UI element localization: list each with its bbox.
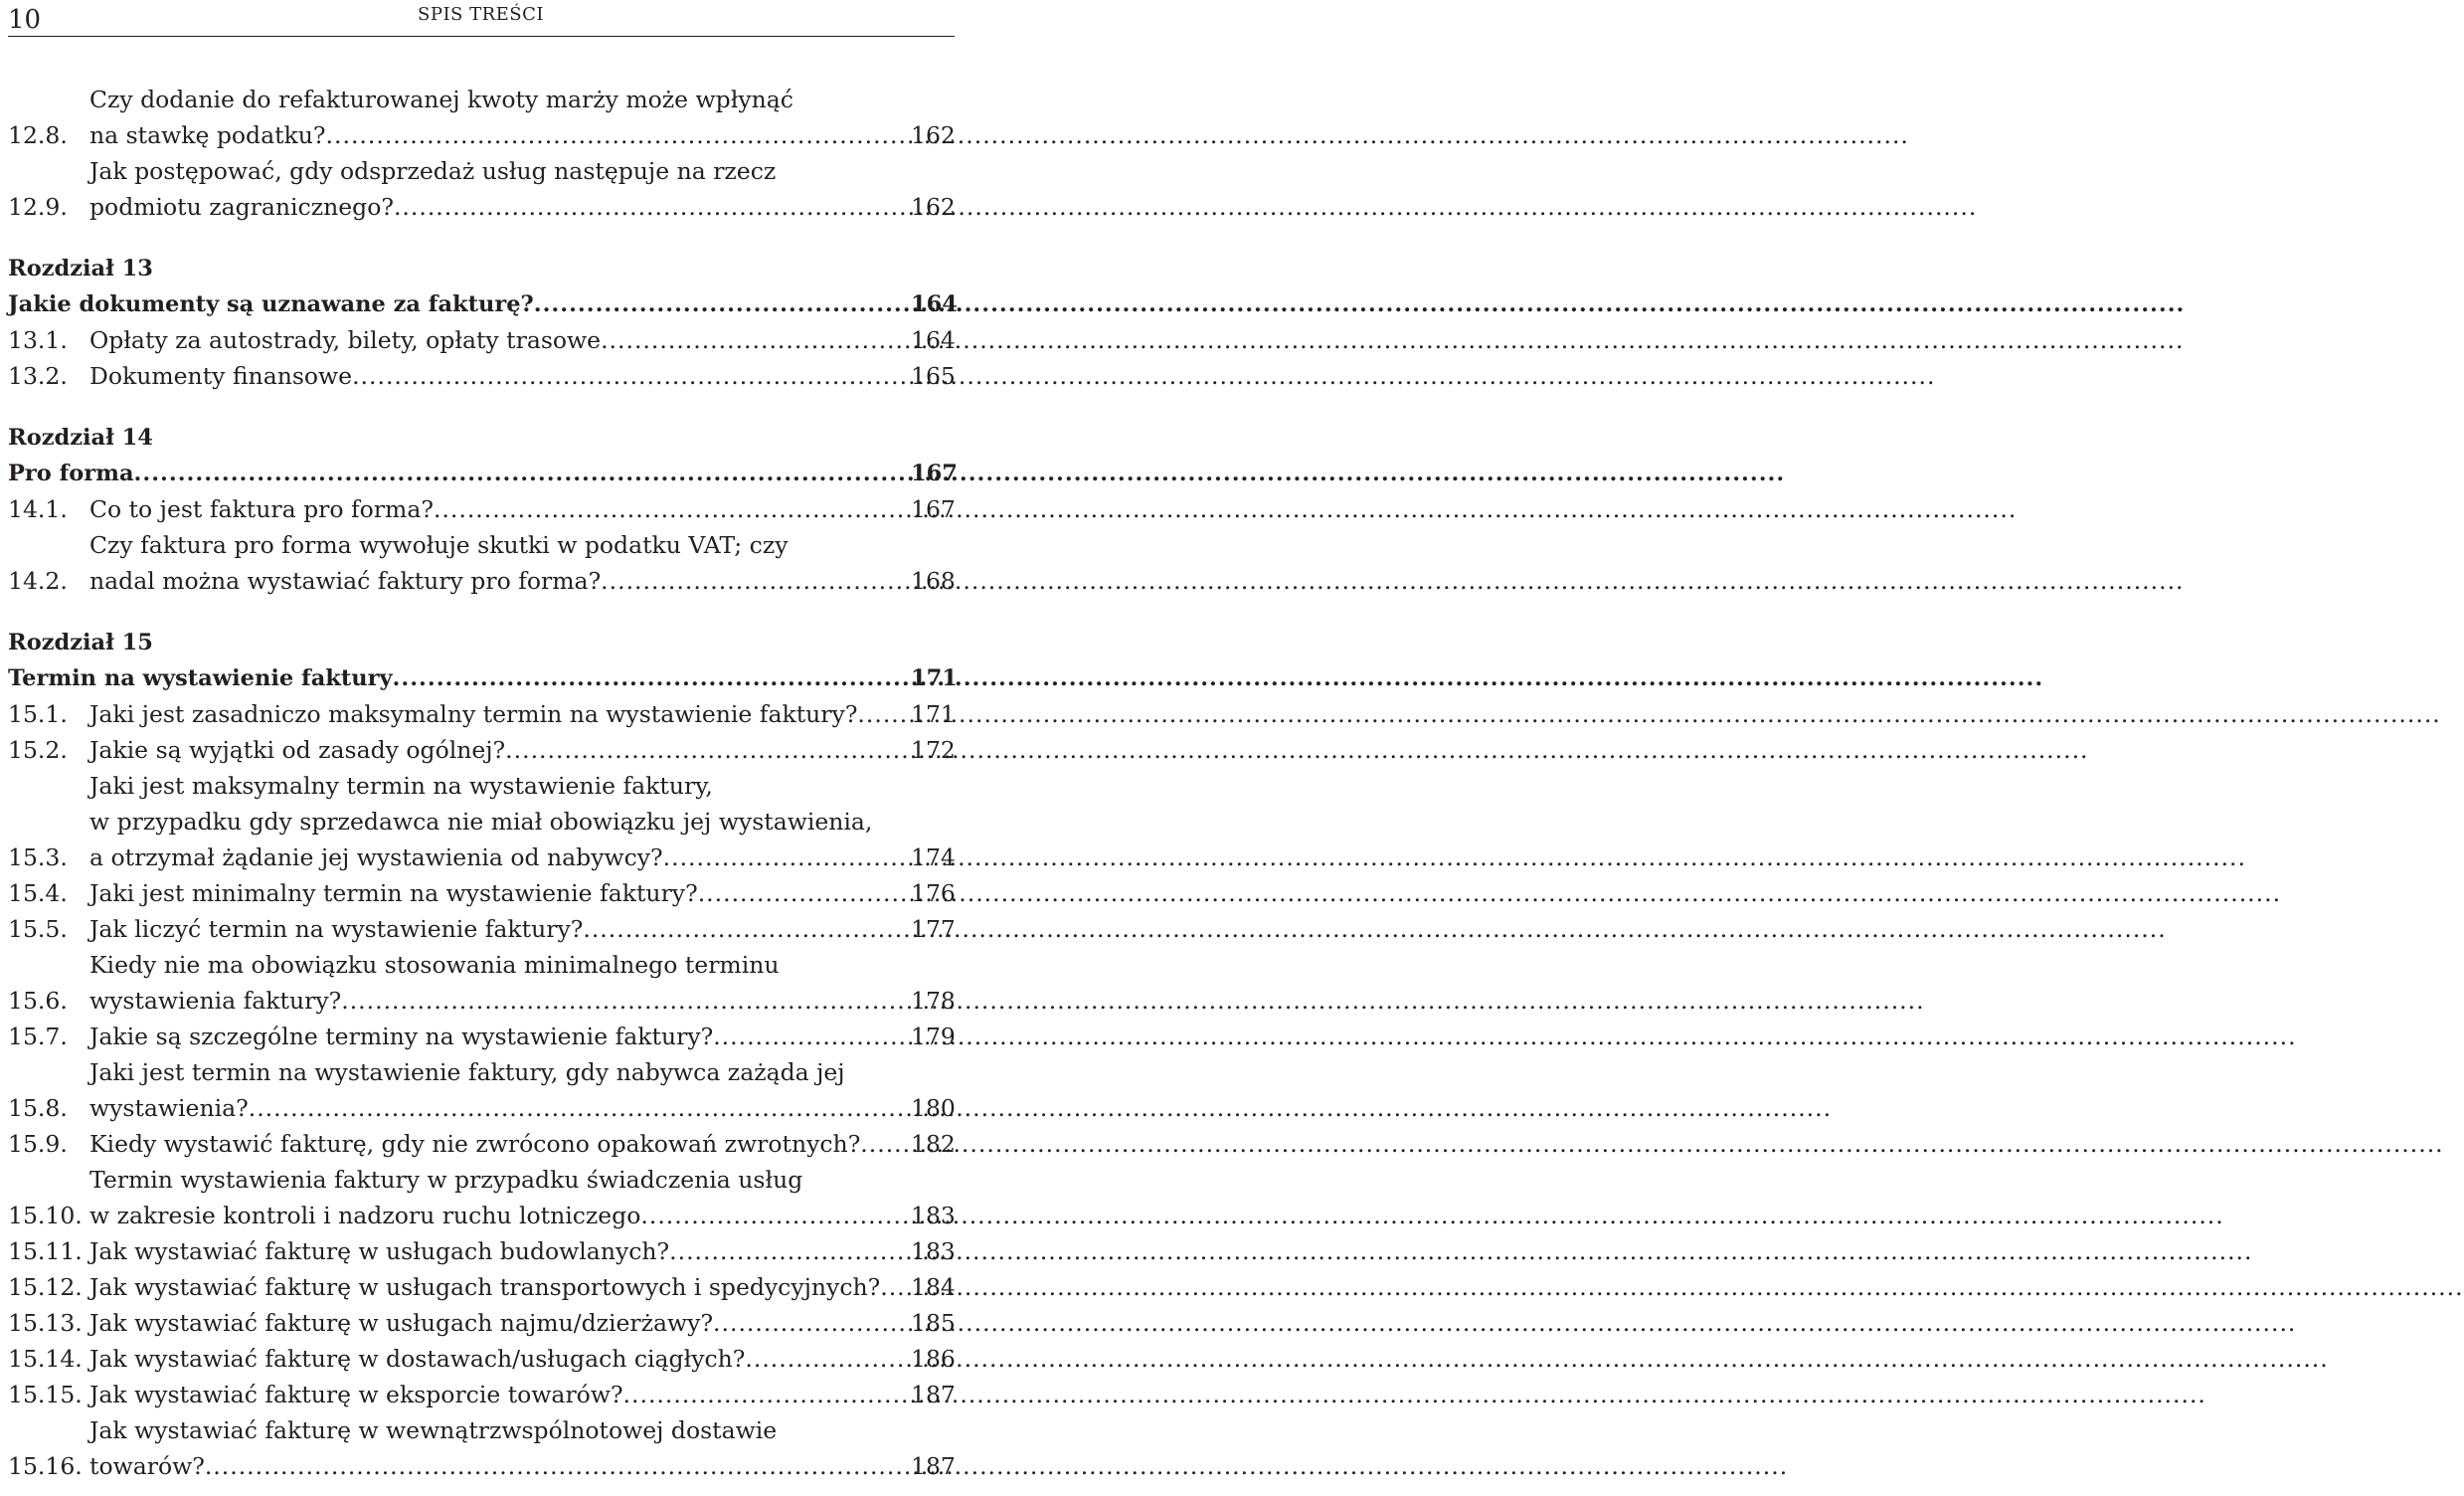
entry-last-line	[89, 322, 955, 358]
entry-text: Jakie dokumenty są uznawane za fakturę?	[8, 291, 534, 317]
entry-last-line	[89, 875, 955, 911]
entry-last-line	[89, 911, 955, 947]
toc-entry	[8, 1305, 955, 1341]
entry-text: Jak wystawiać fakturę w usługach transportowych i spedycyjnych?	[89, 1273, 881, 1301]
entry-last-line	[89, 1269, 955, 1305]
entry-text: a otrzymał żądanie jej wystawienia od nabywcy?	[89, 843, 663, 871]
entry-page-number: 177	[911, 915, 956, 943]
dot-leader	[745, 1341, 903, 1377]
entry-page-number: 165	[911, 362, 956, 390]
entry-body	[89, 1269, 955, 1305]
entry-body	[89, 1377, 955, 1412]
toc-entry	[8, 1341, 955, 1377]
entry-page-number: 183	[911, 1237, 956, 1265]
entry-body	[89, 1162, 955, 1233]
dot-leader	[583, 911, 903, 947]
dot-leader	[860, 1126, 903, 1162]
toc-entry	[8, 1019, 955, 1054]
dot-leader	[352, 358, 903, 394]
entry-body	[89, 153, 955, 225]
entry-text-line: Jak postępować, gdy odsprzedaż usług następuje na rzecz	[89, 157, 777, 185]
entry-last-line	[89, 1448, 955, 1484]
entry-number: 15.2.	[8, 736, 68, 764]
entry-number: 14.2.	[8, 567, 68, 595]
entry-body	[89, 911, 955, 947]
entry-text-line: Czy dodanie do refakturowanej kwoty marży może wpłynąć	[89, 86, 793, 113]
entry-page-number: 162	[911, 121, 956, 149]
dot-leader	[534, 286, 903, 322]
entry-page-number: 164	[911, 326, 956, 354]
dot-leader	[434, 491, 903, 527]
toc-entry	[8, 1126, 955, 1162]
header-title: SPIS TREŚCI	[418, 4, 545, 25]
entry-text: Dokumenty finansowe	[89, 362, 353, 390]
dot-leader	[698, 875, 903, 911]
entry-number: 15.12.	[8, 1273, 83, 1301]
entry-last-line	[8, 456, 958, 491]
entry-body	[8, 456, 958, 491]
entry-text: Opłaty za autostrady, bilety, opłaty trasowe	[89, 326, 602, 354]
chapter-label: Rozdział 13	[8, 256, 153, 281]
dot-leader	[663, 840, 903, 875]
entry-text-line: w przypadku gdy sprzedawca nie miał obowiązku jej wystawienia,	[89, 808, 873, 836]
entry-number: 13.2.	[8, 362, 68, 390]
dot-leader	[880, 1269, 903, 1305]
toc-entry	[8, 732, 955, 768]
entry-last-line	[89, 117, 955, 153]
entry-page-number: 187	[911, 1381, 956, 1408]
entry-text: Jakie są szczególne terminy na wystawienie faktury?	[89, 1023, 714, 1050]
entry-text: na stawkę podatku?	[89, 121, 326, 149]
toc-entry	[8, 1412, 955, 1484]
entry-text: Jak liczyć termin na wystawienie faktury?	[89, 915, 584, 943]
entry-last-line	[89, 732, 955, 768]
dot-leader	[326, 117, 903, 153]
entry-text-line: Jaki jest maksymalny termin na wystawienie faktury,	[89, 772, 713, 800]
chapter-label: Rozdział 15	[8, 630, 153, 655]
entry-text: wystawienia faktury?	[89, 987, 342, 1015]
entry-last-line	[89, 983, 955, 1019]
dot-leader	[669, 1233, 903, 1269]
entry-text: towarów?	[89, 1452, 205, 1480]
dot-leader	[134, 456, 903, 491]
dot-leader	[713, 1305, 903, 1341]
entry-body	[89, 1233, 955, 1269]
page	[0, 0, 958, 1496]
entry-body	[89, 1054, 955, 1126]
entry-last-line	[89, 1126, 955, 1162]
chapter-title-entry	[8, 286, 958, 322]
entry-last-line	[8, 660, 958, 696]
dot-leader	[623, 1377, 903, 1412]
entry-body	[89, 491, 955, 527]
toc-entry	[8, 696, 955, 732]
entry-page-number: 167	[911, 495, 956, 523]
entry-body	[89, 1019, 955, 1054]
dot-leader	[505, 732, 903, 768]
dot-leader	[341, 983, 903, 1019]
entry-last-line	[89, 1090, 955, 1126]
entry-number: 15.3.	[8, 843, 68, 871]
entry-number: 14.1.	[8, 495, 68, 523]
dot-leader	[601, 563, 903, 599]
toc-entry	[8, 358, 955, 394]
entry-page-number: 171	[911, 700, 956, 728]
toc-entry	[8, 1162, 955, 1233]
entry-number: 13.1.	[8, 326, 68, 354]
toc-entry	[8, 1377, 955, 1412]
entry-page-number: 183	[911, 1202, 956, 1229]
entry-last-line	[8, 286, 958, 322]
chapter-title-entry	[8, 456, 958, 491]
entry-number: 15.6.	[8, 987, 68, 1015]
entry-number: 15.1.	[8, 700, 68, 728]
entry-number: 15.13.	[8, 1309, 83, 1337]
dot-leader	[640, 1198, 903, 1233]
entry-body	[8, 660, 958, 696]
toc-entry	[8, 322, 955, 358]
table-of-contents	[8, 82, 958, 1484]
entry-number: 15.14.	[8, 1345, 83, 1373]
entry-body	[89, 82, 955, 153]
entry-body	[89, 1412, 955, 1484]
toc-entry	[8, 911, 955, 947]
entry-text: Jakie są wyjątki od zasady ogólnej?	[89, 736, 506, 764]
entry-body	[89, 768, 955, 875]
entry-text: podmiotu zagranicznego?	[89, 193, 394, 221]
entry-last-line	[89, 1305, 955, 1341]
page-number: 10	[8, 5, 42, 35]
entry-text-line: Kiedy nie ma obowiązku stosowania minimalnego terminu	[89, 951, 780, 979]
entry-text-line: Jak wystawiać fakturę w wewnątrzwspólnotowej dostawie	[89, 1416, 778, 1444]
entry-last-line	[89, 1198, 955, 1233]
entry-number: 15.9.	[8, 1130, 68, 1158]
chapter-label: Rozdział 14	[8, 425, 153, 451]
entry-number: 15.4.	[8, 879, 68, 907]
entry-last-line	[89, 840, 955, 875]
entry-text: wystawienia?	[89, 1094, 249, 1122]
entry-last-line	[89, 189, 955, 225]
entry-body	[89, 696, 955, 732]
entry-text: w zakresie kontroli i nadzoru ruchu lotniczego	[89, 1202, 641, 1229]
entry-body	[89, 1305, 955, 1341]
entry-text: Jak wystawiać fakturę w usługach najmu/dzierżawy?	[89, 1309, 714, 1337]
entry-page-number: 187	[911, 1452, 956, 1480]
dot-leader	[394, 189, 903, 225]
entry-number: 15.16.	[8, 1452, 83, 1480]
entry-text: Jaki jest minimalny termin na wystawienie faktury?	[89, 879, 698, 907]
entry-page-number: 180	[911, 1094, 956, 1122]
entry-body	[89, 322, 955, 358]
entry-last-line	[89, 1341, 955, 1377]
entry-page-number: 176	[911, 879, 956, 907]
entry-page-number: 184	[911, 1273, 956, 1301]
entry-page-number: 182	[911, 1130, 956, 1158]
entry-number: 12.9.	[8, 193, 68, 221]
entry-body	[89, 1341, 955, 1377]
toc-entry	[8, 491, 955, 527]
entry-text: Termin na wystawienie faktury	[8, 665, 393, 691]
toc-entry	[8, 768, 955, 875]
chapter-title-entry	[8, 660, 958, 696]
entry-number: 15.5.	[8, 915, 68, 943]
entry-text: Jak wystawiać fakturę w usługach budowlanych?	[89, 1237, 670, 1265]
toc-entry	[8, 875, 955, 911]
entry-page-number: 172	[911, 736, 956, 764]
entry-number: 15.7.	[8, 1023, 68, 1050]
dot-leader	[393, 660, 903, 696]
entry-page-number: 168	[911, 567, 956, 595]
dot-leader	[249, 1090, 903, 1126]
dot-leader	[205, 1448, 903, 1484]
entry-text-line: Czy faktura pro forma wywołuje skutki w podatku VAT; czy	[89, 531, 789, 559]
dot-leader	[601, 322, 903, 358]
dot-leader	[857, 696, 903, 732]
entry-text: Jak wystawiać fakturę w eksporcie towarów?	[89, 1381, 623, 1408]
running-head	[8, 0, 955, 37]
entry-page-number: 174	[911, 843, 956, 871]
entry-text-line: Termin wystawienia faktury w przypadku świadczenia usług	[89, 1166, 803, 1194]
toc-entry	[8, 1233, 955, 1269]
entry-last-line	[89, 1377, 955, 1412]
entry-page-number: 171	[911, 665, 958, 691]
entry-text: Co to jest faktura pro forma?	[89, 495, 434, 523]
entry-text-line: Jaki jest termin na wystawienie faktury, gdy nabywca zażąda jej	[89, 1058, 845, 1086]
entry-text: nadal można wystawiać faktury pro forma?	[89, 567, 602, 595]
entry-number: 12.8.	[8, 121, 68, 149]
entry-text: Pro forma	[8, 461, 134, 486]
entry-last-line	[89, 491, 955, 527]
entry-last-line	[89, 358, 955, 394]
entry-last-line	[89, 563, 955, 599]
entry-body	[89, 1126, 955, 1162]
entry-last-line	[89, 696, 955, 732]
entry-page-number: 167	[911, 461, 958, 486]
toc-entry	[8, 82, 955, 153]
toc-entry	[8, 947, 955, 1019]
entry-number: 15.11.	[8, 1237, 83, 1265]
entry-text: Kiedy wystawić fakturę, gdy nie zwrócono opakowań zwrotnych?	[89, 1130, 861, 1158]
entry-body	[89, 527, 955, 599]
entry-text: Jak wystawiać fakturę w dostawach/usługach ciągłych?	[89, 1345, 746, 1373]
toc-entry	[8, 1054, 955, 1126]
entry-number: 15.15.	[8, 1381, 83, 1408]
toc-entry	[8, 153, 955, 225]
entry-body	[89, 947, 955, 1019]
entry-body	[8, 286, 958, 322]
entry-last-line	[89, 1019, 955, 1054]
toc-entry	[8, 1269, 955, 1305]
entry-last-line	[89, 1233, 955, 1269]
entry-number: 15.8.	[8, 1094, 68, 1122]
entry-page-number: 179	[911, 1023, 956, 1050]
entry-body	[89, 358, 955, 394]
entry-page-number: 164	[911, 291, 958, 317]
entry-page-number: 185	[911, 1309, 956, 1337]
entry-page-number: 178	[911, 987, 956, 1015]
entry-body	[89, 732, 955, 768]
entry-number: 15.10.	[8, 1202, 83, 1229]
dot-leader	[713, 1019, 903, 1054]
entry-page-number: 186	[911, 1345, 956, 1373]
entry-body	[89, 875, 955, 911]
toc-entry	[8, 527, 955, 599]
entry-text: Jaki jest zasadniczo maksymalny termin na wystawienie faktury?	[89, 700, 858, 728]
entry-page-number: 162	[911, 193, 956, 221]
